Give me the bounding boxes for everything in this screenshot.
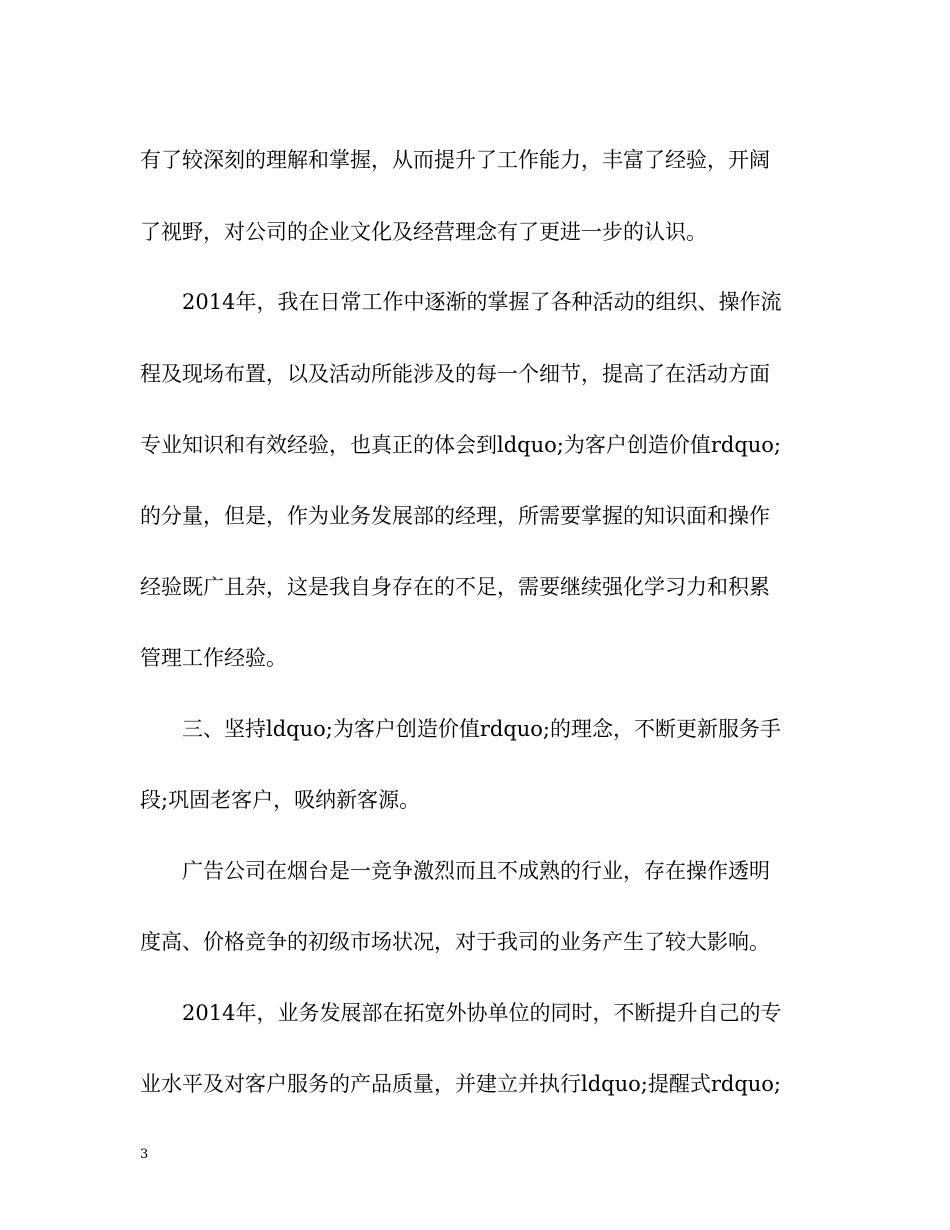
text-line-1: 有了较深刻的理解和掌握，从而提升了工作能力，丰富了经验，开阔 <box>140 148 770 172</box>
text-line-7: 经验既广且杂，这是我自身存在的不足，需要继续强化学习力和积累 <box>140 575 770 599</box>
text-line-6: 的分量，但是，作为业务发展部的经理，所需要掌握的知识面和操作 <box>140 504 770 528</box>
text-line-4: 程及现场布置，以及活动所能涉及的每一个细节，提高了在活动方面 <box>140 362 770 386</box>
text-line-2: 了视野，对公司的企业文化及经营理念有了更进一步的认识。 <box>140 220 707 244</box>
text-line-3: 2014年，我在日常工作中逐渐的掌握了各种活动的组织、操作流 <box>182 290 782 314</box>
text-line-13: 2014年，业务发展部在拓宽外协单位的同时，不断提升自己的专 <box>182 1001 782 1025</box>
page-number: 3 <box>140 1147 149 1162</box>
text-line-14: 业水平及对客户服务的产品质量，并建立并执行ldquo;提醒式rdquo; <box>140 1072 782 1096</box>
text-line-12: 度高、价格竞争的初级市场状况，对于我司的业务产生了较大影响。 <box>140 930 770 954</box>
text-line-10: 段;巩固老客户，吸纳新客源。 <box>140 788 421 812</box>
text-line-8: 管理工作经验。 <box>140 646 287 670</box>
text-line-11: 广告公司在烟台是一竞争激烈而且不成熟的行业，存在操作透明 <box>182 859 770 883</box>
text-line-9: 三、坚持ldquo;为客户创造价值rdquo;的理念，不断更新服务手 <box>182 717 782 741</box>
text-line-5: 专业知识和有效经验，也真正的体会到ldquo;为客户创造价值rdquo; <box>140 433 782 457</box>
